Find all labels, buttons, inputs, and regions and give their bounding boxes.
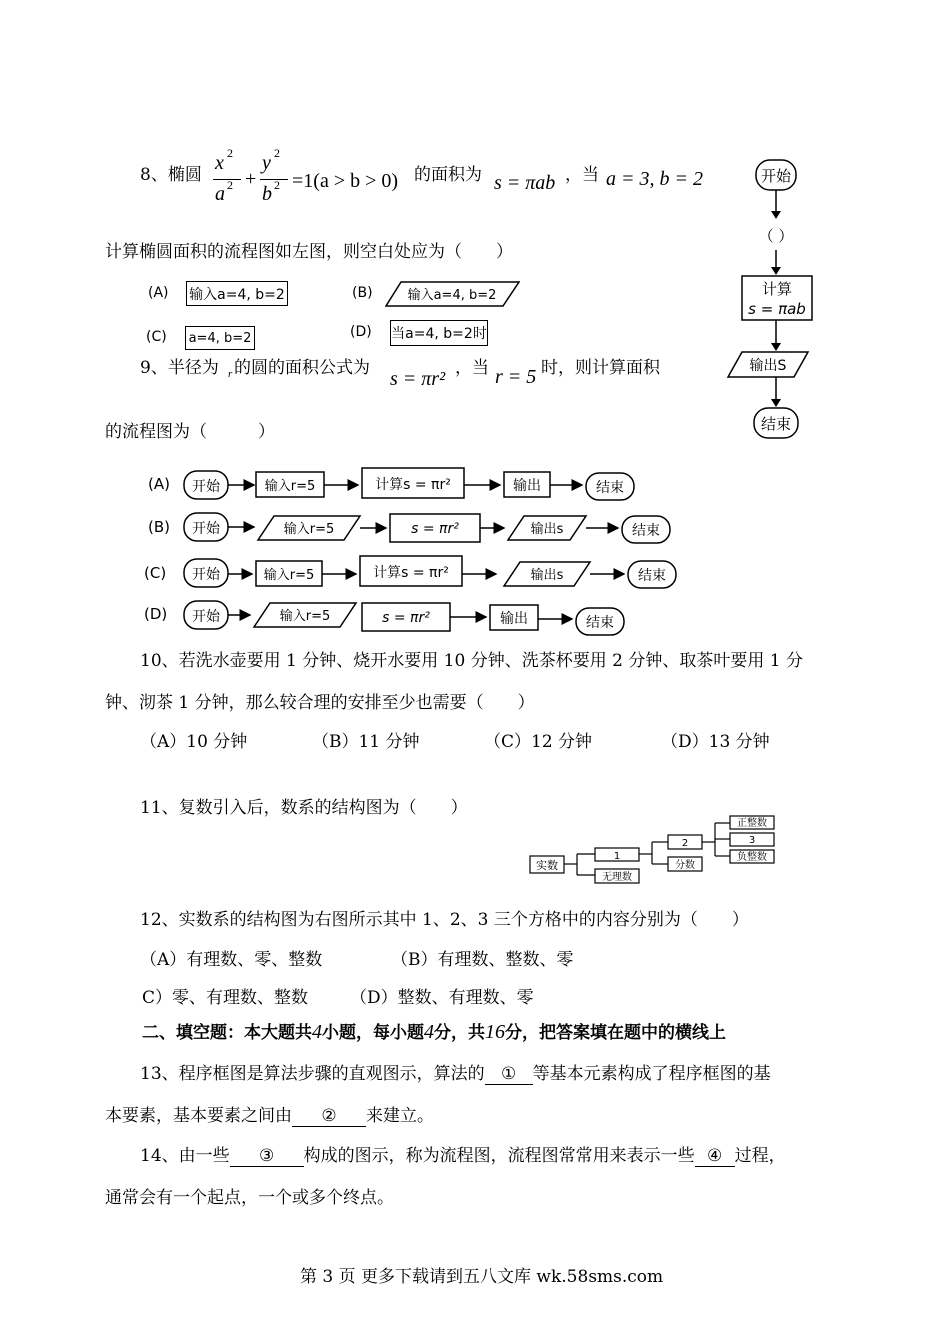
q14-blank-3[interactable]: ③ <box>230 1146 304 1167</box>
svg-text:输入r=5: 输入r=5 <box>283 522 335 537</box>
ellipse-flowchart <box>720 155 820 445</box>
radius-value: r = 5 <box>495 366 537 388</box>
q10-opt-d: （D）13 分钟 <box>661 732 770 752</box>
svg-text:计算s = πr²: 计算s = πr² <box>373 565 449 581</box>
q10-opt-c: （C）12 分钟 <box>484 732 593 752</box>
q9-lead: 9、半径为 <box>140 358 219 378</box>
svg-text:结束: 结束 <box>596 480 624 496</box>
q9-line2: 的流程图为（ ） <box>105 422 275 442</box>
q11-line: 11、复数引入后，数系的结构图为（ ） <box>140 798 468 818</box>
svg-text:实数: 实数 <box>536 859 558 872</box>
svg-text:输入r=5: 输入r=5 <box>263 568 315 583</box>
fraction-y2-b2: y 2 b 2 <box>260 150 290 210</box>
ellipse-values: a = 3, b = 2 <box>606 168 703 190</box>
q9-option-d <box>144 601 624 635</box>
q10-opt-b: （B）11 分钟 <box>312 732 420 752</box>
svg-text:结束: 结束 <box>586 615 614 631</box>
page-footer: 第 3 页 更多下载请到五八文库 wk.58sms.com <box>300 1267 664 1287</box>
q8-opt-c-label: (C) <box>146 329 167 345</box>
q8-lead: 8、椭圆 <box>140 165 202 185</box>
svg-text:输出: 输出 <box>500 611 528 627</box>
svg-text:(A): (A) <box>148 475 170 493</box>
svg-text:输入r=5: 输入r=5 <box>279 609 331 624</box>
fraction-x2-a2: x 2 a 2 <box>213 150 243 210</box>
q9-option-a <box>148 468 634 500</box>
q12-opt-a: （A）有理数、零、整数 <box>140 950 323 970</box>
q13-blank-2[interactable]: ② <box>292 1106 366 1127</box>
svg-text:(D): (D) <box>144 605 168 623</box>
q13-line2: 本要素，基本要素之间由 ② 来建立。 <box>105 1106 434 1126</box>
svg-text:(B): (B) <box>148 518 170 536</box>
circle-area-formula: s = πr² <box>390 368 446 390</box>
q9-options-diagram <box>140 464 700 639</box>
svg-text:3: 3 <box>748 835 756 846</box>
svg-text:1: 1 <box>613 851 621 862</box>
svg-text:输出s: 输出s <box>530 568 564 583</box>
q9-option-c <box>144 556 676 588</box>
q14-line1: 14、由一些 ③ 构成的图示，称为流程图，流程图常常用来表示一些 ④ 过程， <box>140 1146 786 1166</box>
svg-text:输入r=5: 输入r=5 <box>264 479 316 494</box>
q8-opt-c-box: a=4, b=2 <box>185 326 255 350</box>
q12-opt-b: （B）有理数、整数、零 <box>391 950 574 970</box>
q10-opt-a: （A）10 分钟 <box>140 732 248 752</box>
svg-text:结束: 结束 <box>638 568 666 584</box>
q9-option-b <box>148 513 670 543</box>
svg-text:s = πab: s = πab <box>748 300 806 318</box>
svg-text:无理数: 无理数 <box>602 872 632 883</box>
q12-opt-c: C）零、有理数、整数 <box>142 988 309 1008</box>
q14-blank-4[interactable]: ④ <box>695 1146 735 1167</box>
q9-r: r <box>228 368 233 380</box>
svg-text:输出s: 输出s <box>530 522 564 537</box>
svg-text:分数: 分数 <box>675 860 695 871</box>
svg-text:s = πr²: s = πr² <box>382 610 430 626</box>
svg-text:开始: 开始 <box>192 567 220 583</box>
q8-opt-b-parallelogram <box>385 281 520 307</box>
svg-text:开始: 开始 <box>192 609 220 625</box>
q8-opt-a-box: 输入a=4, b=2 <box>186 281 288 306</box>
flow-blank: （ ） <box>758 227 794 245</box>
q12-line: 12、实数系的结构图为右图所示其中 1、2、3 三个方格中的内容分别为（ ） <box>140 910 749 930</box>
q8-opt-a-label: (A) <box>148 285 169 301</box>
svg-text:计算: 计算 <box>761 280 793 298</box>
svg-text:开始: 开始 <box>192 521 220 537</box>
ellipse-condition: =1(a > b > 0) <box>292 170 399 192</box>
q13-blank-1[interactable]: ① <box>485 1064 533 1085</box>
svg-text:负整数: 负整数 <box>737 852 767 863</box>
number-system-tree <box>525 812 810 890</box>
svg-text:开始: 开始 <box>192 479 220 495</box>
q10-line1: 10、若洗水壶要用 1 分钟、烧开水要用 10 分钟、洗茶杯要用 2 分钟、取茶叶要用 1 分 <box>140 651 803 671</box>
q8-opt-d-label: (D) <box>350 324 372 340</box>
q14-line2: 通常会有一个起点，一个或多个终点。 <box>105 1188 394 1208</box>
svg-text:s = πr²: s = πr² <box>411 521 459 537</box>
q10-line2: 钟、沏茶 1 分钟，那么较合理的安排至少也需要（ ） <box>105 693 535 713</box>
ellipse-area-formula: s = πab <box>494 172 556 194</box>
section2-heading: 二、填空题：本大题共4小题，每小题4分，共16分，把答案填在题中的横线上 <box>142 1021 726 1043</box>
svg-text:开始: 开始 <box>760 167 792 185</box>
svg-text:(C): (C) <box>144 564 167 582</box>
svg-text:计算s = πr²: 计算s = πr² <box>375 477 451 493</box>
q8-opt-d-box: 当a=4, b=2时 <box>390 320 488 346</box>
svg-text:结束: 结束 <box>760 415 792 433</box>
svg-text:正整数: 正整数 <box>737 818 767 829</box>
q8-line2: 计算椭圆面积的流程图如左图，则空白处应为（ ） <box>105 242 513 262</box>
svg-text:2: 2 <box>681 838 689 849</box>
svg-text:输出S: 输出S <box>749 358 787 374</box>
q8-opt-b-label: (B) <box>352 285 373 301</box>
q12-opt-d: （D）整数、有理数、零 <box>350 988 534 1008</box>
q13-line1: 13、程序框图是算法步骤的直观图示，算法的 ① 等基本元素构成了程序框图的基 <box>140 1064 771 1084</box>
svg-text:结束: 结束 <box>632 523 660 539</box>
svg-text:输出: 输出 <box>513 478 541 494</box>
svg-text:输入a=4, b=2: 输入a=4, b=2 <box>407 288 497 303</box>
